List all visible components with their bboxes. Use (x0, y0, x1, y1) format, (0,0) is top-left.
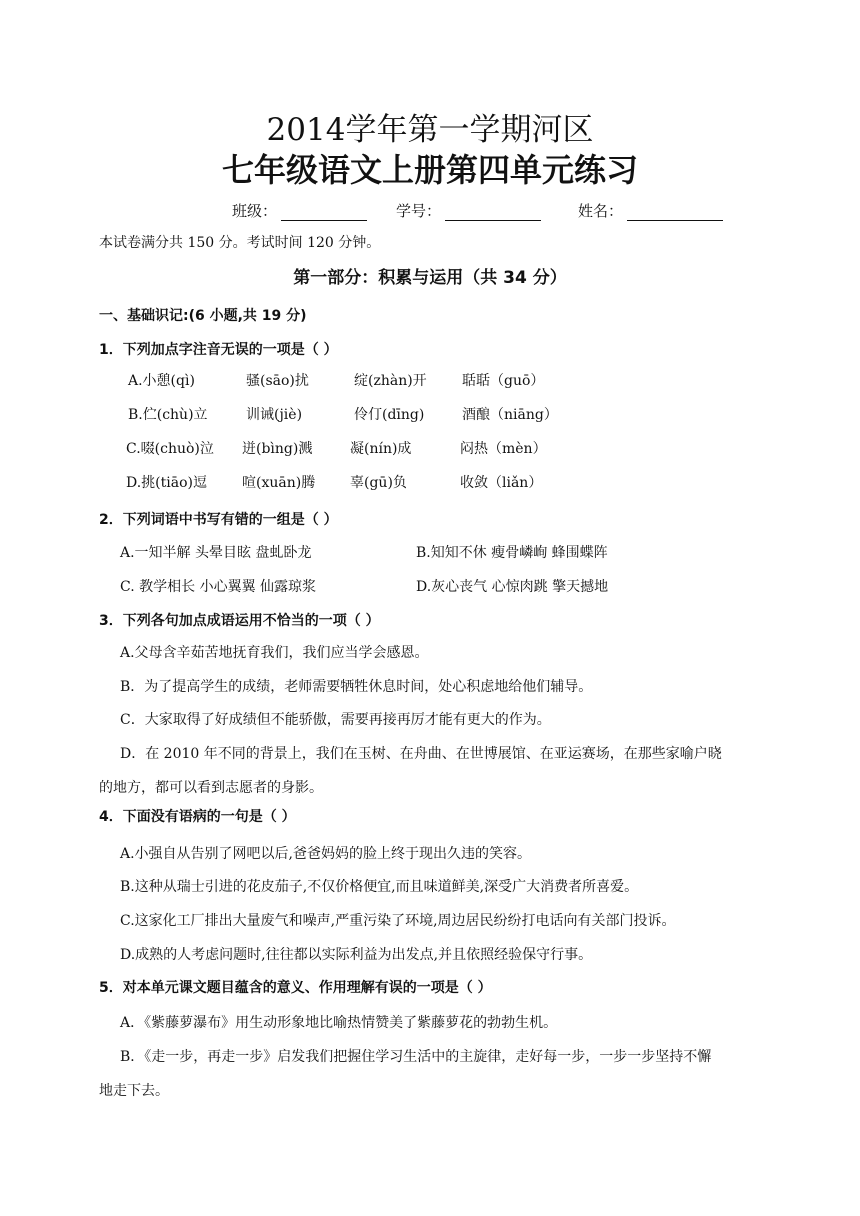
q4-option-a: A.小强自从告别了网吧以后,爸爸妈妈的脸上终于现出久违的笑容。 (120, 846, 532, 862)
q3-option-b: B．为了提高学生的成绩，老师需要牺牲休息时间，处心积虑地给他们辅导。 (120, 679, 593, 695)
q4-option-d: D.成熟的人考虑问题时,往往都以实际利益为出发点,并且依照经验保守行事。 (120, 947, 593, 963)
q1-c-3: 凝(nín)成 (350, 441, 412, 457)
class-label: 班级： (232, 202, 278, 220)
q1-d-4: 收敛（liǎn） (460, 475, 543, 491)
title-line2: 七年级语文上册第四单元练习 (221, 151, 638, 189)
q5-option-a: A．《紫藤萝瀑布》用生动形象地比喻热情赞美了紫藤萝花的勃勃生机。 (120, 1015, 558, 1031)
q1-c-1: C.啜(chuò)泣 (126, 441, 214, 457)
q1-d-1: D.挑(tiāo)逗 (126, 475, 207, 491)
q4-option-c: C.这家化工厂排出大量废气和噪声,严重污染了环境,周边居民纷纷打电话向有关部门投诉。 (120, 913, 676, 929)
q5-option-b-line1: B．《走一步，再走一步》启发我们把握住学习生活中的主旋律，走好每一步，一步一步坚持不懈 (120, 1049, 712, 1065)
q1-d-3: 辜(gū)负 (350, 475, 407, 491)
name-label: 姓名： (578, 202, 624, 220)
q2-option-b: B.知知不休 瘦骨嶙峋 蜂围蝶阵 (416, 545, 608, 561)
id-field (396, 200, 541, 221)
class-field (232, 200, 367, 221)
q1-stem: 1．下列加点字注音无误的一项是（ ） (99, 342, 338, 358)
section1-title: 一、基础识记:(6 小题,共 19 分) (99, 308, 307, 324)
q5-stem: 5．对本单元课文题目蕴含的意义、作用理解有误的一项是（ ） (99, 980, 492, 996)
name-blank (627, 204, 723, 221)
q1-a-3: 绽(zhàn)开 (354, 373, 427, 389)
q2-option-a: A.一知半解 头晕目眩 盘虬卧龙 (120, 545, 312, 561)
part1-title: 第一部分：积累与运用（共 34 分） (293, 268, 567, 288)
q3-option-a: A.父母含辛茹苦地抚育我们，我们应当学会感恩。 (120, 645, 429, 661)
q1-b-3: 伶仃(dīng) (354, 407, 425, 423)
q1-b-2: 训诫(jiè) (246, 407, 303, 423)
q1-b-1: B.伫(chù)立 (128, 407, 208, 423)
name-field (578, 200, 723, 221)
q1-b-4: 酒酿（niāng） (462, 407, 558, 423)
class-blank (281, 204, 367, 221)
q4-option-b: B.这种从瑞士引进的花皮茄子,不仅价格便宜,而且味道鲜美,深受广大消费者所喜爱。 (120, 879, 639, 895)
q5-option-b-line2: 地走下去。 (99, 1083, 169, 1099)
q1-a-2: 骚(sāo)扰 (246, 373, 309, 389)
q3-option-d-line2: 的地方，都可以看到志愿者的身影。 (99, 780, 323, 796)
q4-stem: 4．下面没有语病的一句是（ ） (99, 809, 296, 825)
title-line1: 2014学年第一学期河区 (266, 112, 594, 148)
q1-a-1: A.小憩(qì) (128, 373, 195, 389)
q2-option-d: D.灰心丧气 心惊肉跳 擎天撼地 (416, 579, 609, 595)
q2-option-c: C. 教学相长 小心翼翼 仙露琼浆 (120, 579, 317, 595)
id-blank (445, 204, 541, 221)
q1-c-2: 迸(bìng)溅 (242, 441, 313, 457)
q3-option-c: C．大家取得了好成绩但不能骄傲，需要再接再厉才能有更大的作为。 (120, 712, 551, 728)
exam-note: 本试卷满分共 150 分。考试时间 120 分钟。 (99, 235, 381, 251)
q3-stem: 3．下列各句加点成语运用不恰当的一项（ ） (99, 613, 380, 629)
q2-stem: 2．下列词语中书写有错的一组是（ ） (99, 512, 338, 528)
q1-a-4: 聒聒（guō） (462, 373, 545, 389)
id-label: 学号： (396, 202, 442, 220)
q1-d-2: 喧(xuān)腾 (242, 475, 316, 491)
q1-c-4: 闷热（mèn） (460, 441, 547, 457)
q3-option-d-line1: D．在 2010 年不同的背景上，我们在玉树、在舟曲、在世博展馆、在亚运赛场，在那些家喻户晓 (120, 746, 722, 762)
